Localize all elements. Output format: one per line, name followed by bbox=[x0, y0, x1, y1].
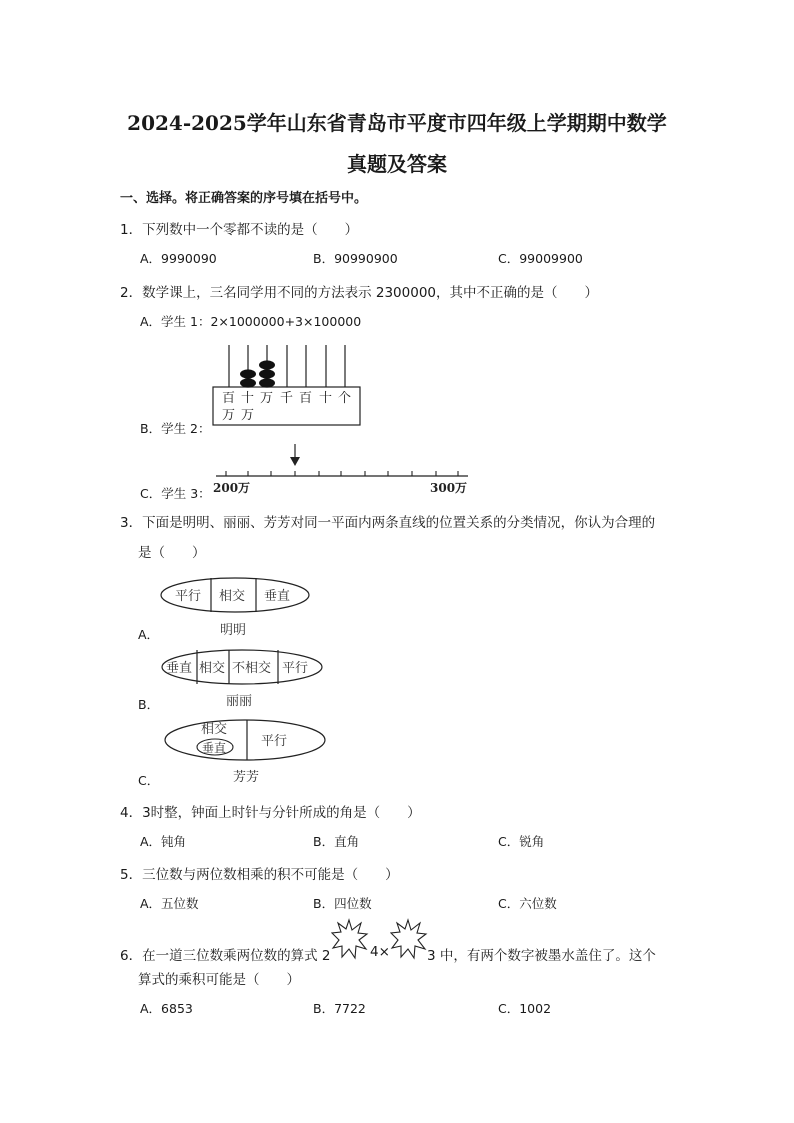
question-1-option-c[interactable]: C．99009900 bbox=[498, 251, 583, 266]
question-1-option-b[interactable]: B．90990900 bbox=[313, 251, 398, 266]
question-5-stem: 5．三位数与两位数相乘的积不可能是（ ） bbox=[120, 867, 399, 883]
abacus-label: 千 bbox=[280, 391, 294, 406]
page-title: 2024-2025学年山东省青岛市平度市四年级上学期期中数学 bbox=[127, 111, 667, 135]
diagram-a-part: 平行 bbox=[175, 589, 202, 604]
question-2-option-b[interactable]: B．学生 2： bbox=[140, 421, 211, 436]
question-6-option-b[interactable]: B．7722 bbox=[313, 1001, 366, 1016]
question-3-stem: 3．下面是明明、丽丽、芳芳对同一平面内两条直线的位置关系的分类情况，你认为合理的 bbox=[120, 515, 656, 531]
number-line-right-label: 300万 bbox=[430, 481, 468, 495]
diagram-a-part: 相交 bbox=[219, 589, 246, 604]
section-heading: 一、选择。将正确答案的序号填在括号中。 bbox=[120, 191, 368, 206]
abacus-label: 十 bbox=[241, 391, 255, 406]
question-6-option-a[interactable]: A．6853 bbox=[140, 1001, 193, 1016]
question-6-option-c[interactable]: C．1002 bbox=[498, 1001, 552, 1016]
number-line-arrowhead bbox=[290, 457, 300, 466]
question-6-stem-post: 3 中，有两个数字被墨水盖住了。这个 bbox=[427, 948, 656, 964]
diagram-b-name: 丽丽 bbox=[226, 694, 253, 709]
diagram-c-name: 芳芳 bbox=[233, 770, 260, 785]
question-3-option-c[interactable]: C． bbox=[138, 773, 160, 788]
diagram-c-right: 平行 bbox=[261, 734, 288, 749]
classification-diagram-a bbox=[155, 574, 315, 639]
ink-splash-icon bbox=[331, 918, 369, 960]
question-4-option-b[interactable]: B．直角 bbox=[313, 834, 360, 849]
abacus-bead bbox=[240, 378, 256, 387]
question-4-option-c[interactable]: C．锐角 bbox=[498, 834, 545, 849]
diagram-c-outer: 相交 bbox=[201, 722, 228, 737]
abacus-bead bbox=[240, 369, 256, 378]
question-5-option-c[interactable]: C．六位数 bbox=[498, 896, 557, 911]
number-line-figure bbox=[210, 440, 480, 500]
abacus-label: 万 bbox=[241, 408, 255, 423]
page-title-line2: 真题及答案 bbox=[347, 152, 447, 176]
number-line-ticks bbox=[226, 471, 458, 476]
abacus-bead bbox=[259, 369, 275, 378]
classification-diagram-b bbox=[155, 645, 325, 710]
abacus-label: 个 bbox=[338, 391, 352, 406]
question-4-option-a[interactable]: A．钝角 bbox=[140, 834, 187, 849]
abacus-label: 百 bbox=[222, 391, 236, 406]
number-line-left-label: 200万 bbox=[213, 481, 251, 495]
question-1-option-a[interactable]: A．9990090 bbox=[140, 251, 217, 266]
abacus-label: 十 bbox=[319, 391, 333, 406]
question-2-option-a[interactable]: A．学生 1：2×1000000+3×100000 bbox=[140, 314, 362, 329]
question-2-option-c[interactable]: C．学生 3： bbox=[140, 486, 211, 501]
diagram-a-name: 明明 bbox=[220, 623, 247, 638]
diagram-b-part: 平行 bbox=[282, 661, 309, 676]
question-5-option-a[interactable]: A．五位数 bbox=[140, 896, 199, 911]
diagram-c-inner: 垂直 bbox=[202, 741, 227, 755]
question-1-stem: 1．下列数中一个零都不读的是（ ） bbox=[120, 222, 359, 238]
abacus-label: 百 bbox=[299, 391, 313, 406]
abacus-label: 万 bbox=[222, 408, 236, 423]
question-5-option-b[interactable]: B．四位数 bbox=[313, 896, 372, 911]
abacus-figure bbox=[210, 340, 370, 430]
question-3-option-a[interactable]: A． bbox=[138, 627, 160, 642]
question-6-stem-line2: 算式的乘积可能是（ ） bbox=[138, 972, 300, 988]
question-2-stem: 2．数学课上，三名同学用不同的方法表示 2300000，其中不正确的是（ ） bbox=[120, 285, 599, 301]
diagram-b-part: 相交 bbox=[199, 661, 226, 676]
question-6-stem-pre: 6．在一道三位数乘两位数的算式 2 bbox=[120, 948, 331, 964]
question-3-option-b[interactable]: B． bbox=[138, 697, 160, 712]
question-3-stem-line2: 是（ ） bbox=[138, 545, 206, 561]
diagram-b-part: 不相交 bbox=[232, 661, 272, 676]
question-6-stem-mid: 4× bbox=[370, 944, 390, 960]
diagram-b-part: 垂直 bbox=[166, 661, 193, 676]
question-4-stem: 4．3时整，钟面上时针与分针所成的角是（ ） bbox=[120, 805, 421, 821]
classification-diagram-c bbox=[155, 716, 330, 788]
abacus-bead bbox=[259, 360, 275, 369]
diagram-a-part: 垂直 bbox=[264, 589, 291, 604]
abacus-label: 万 bbox=[260, 391, 274, 406]
ink-splash-icon bbox=[390, 918, 428, 960]
abacus-bead bbox=[259, 378, 275, 387]
